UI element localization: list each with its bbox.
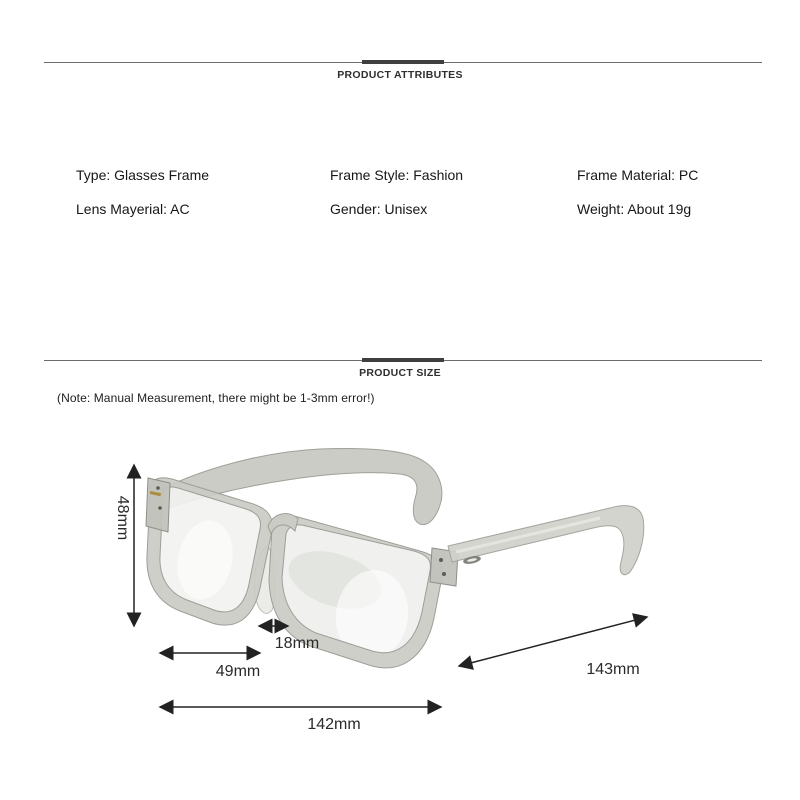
divider-accent [362,60,444,64]
attribute-weight: Weight: About 19g [577,201,692,217]
near-temple-arm [448,506,644,575]
lens-height-label: 48mm [114,495,131,541]
near-temple-sheen [456,518,600,552]
temple-length-label: 143mm [586,661,640,678]
right-hinge-rivet [442,572,446,576]
divider-accent [362,358,444,362]
size-section-title: PRODUCT SIZE [359,367,441,379]
glasses-illustration [146,448,644,667]
attributes-section-title: PRODUCT ATTRIBUTES [337,69,463,81]
glasses-size-diagram [0,420,800,800]
attribute-frame-style: Frame Style: Fashion [330,167,464,183]
attribute-type: Type: Glasses Frame [76,167,210,183]
attribute-frame-material: Frame Material: PC [577,167,699,183]
attributes-divider [44,60,762,65]
attribute-gender: Gender: Unisex [330,201,428,217]
left-hinge [146,478,170,532]
measurement-note: (Note: Manual Measurement, there might be 1-3mm error!) [57,391,375,405]
left-hinge-rivet [158,506,162,510]
frame-width-label: 142mm [307,716,361,733]
lens-width-label: 49mm [215,663,261,680]
bridge-width-label: 18mm [274,635,320,652]
temple-length-arrow [459,617,647,666]
size-divider [44,358,762,363]
right-hinge-rivet [439,558,443,562]
left-hinge-rivet [156,486,160,490]
attribute-lens-material: Lens Mayerial: AC [76,201,190,217]
